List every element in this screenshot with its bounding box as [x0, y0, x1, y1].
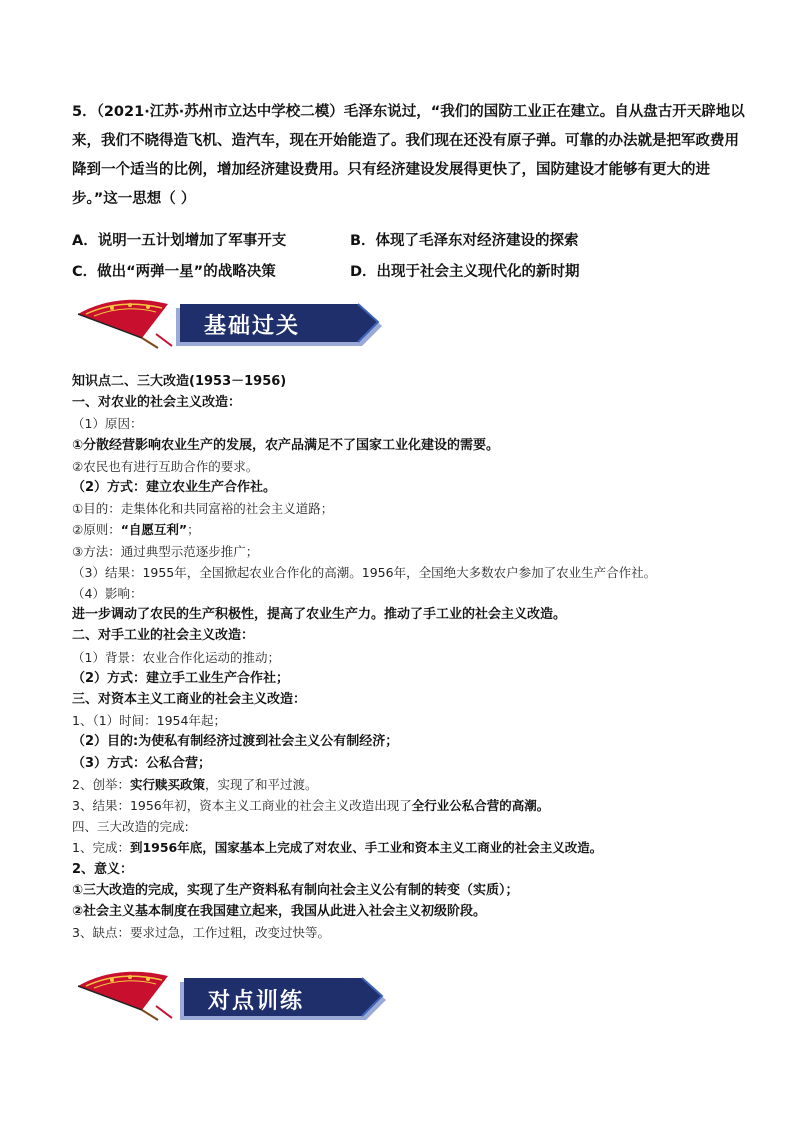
section-heading: 知识点二、三大改造(1953－1956) [72, 374, 287, 389]
note-line: ②农民也有进行互助合作的要求。 [72, 458, 259, 474]
question-line: 降到一个适当的比例，增加经济建设费用。只有经济建设发展得更快了，国防建设才能够有更大的进 [72, 162, 710, 178]
option-c[interactable]: C．做出“两弹一星”的战略决策 [72, 264, 276, 280]
option-b[interactable]: B．体现了毛泽东对经济建设的探索 [350, 233, 579, 249]
note-line: ②社会主义基本制度在我国建立起来，我国从此进入社会主义初级阶段。 [72, 904, 487, 920]
section-heading: 三、对资本主义工商业的社会主义改造： [72, 692, 307, 708]
option-d[interactable]: D．出现于社会主义现代化的新时期 [350, 264, 580, 280]
note-line: 1、（1）时间：1954年起； [72, 713, 226, 729]
question-5 [72, 98, 745, 214]
note-line: （2）目的:为使私有制经济过渡到社会主义公有制经济； [72, 734, 399, 750]
note-line: （3）结果：1955年，全国掀起农业合作化的高潮。1956年，全国绝大多数农户参加了农业生产合作社。 [72, 564, 657, 580]
note-line [72, 519, 752, 540]
section-banner-basic [72, 294, 392, 354]
question-line: 步。”这一思想（ ） [72, 191, 196, 207]
note-line: 进一步调动了农民的生产积极性，提高了农业生产力。推动了手工业的社会主义改造。 [72, 607, 567, 623]
section-heading: 二、对手工业的社会主义改造： [72, 628, 255, 644]
note-line: ①目的：走集体化和共同富裕的社会主义道路； [72, 501, 334, 517]
note-line: （2）方式：建立手工业生产合作社； [72, 670, 290, 686]
note-line: （3）方式：公私合营； [72, 755, 212, 771]
note-highlight: 到1956年底，国家基本上完成了对农业、手工业和资本主义工商业的社会主义改造。 [129, 840, 603, 856]
note-line: ①三大改造的完成，实现了生产资料私有制向社会主义公有制的转变（实质）； [72, 882, 519, 898]
knowledge-notes [72, 371, 752, 943]
note-text: 3、结果：1956年初，资本主义工商业的社会主义改造出现了 [72, 798, 412, 814]
note-highlight: 全行业公私合营的高潮。 [411, 798, 550, 814]
note-line [72, 774, 752, 795]
question-line: 来，我们不晓得造飞机、造汽车，现在开始能造了。我们现在还没有原子弹。可靠的办法就是把军政费用 [72, 133, 739, 149]
note-text: ，实现了和平过渡。 [204, 776, 318, 792]
note-line: 2、意义： [72, 861, 134, 877]
banner-title-training: 对点训练 [208, 988, 305, 1014]
note-line: （1）背景：农业合作化运动的推动； [72, 649, 280, 665]
note-line: ③方法：通过典型示范逐步推广； [72, 543, 259, 559]
note-text: 1、完成： [72, 840, 130, 856]
section-heading: 一、对农业的社会主义改造： [72, 395, 242, 411]
note-line [72, 795, 752, 816]
note-line: （4）影响： [72, 586, 143, 602]
note-highlight: 实行赎买政策 [129, 776, 205, 792]
note-text: ②原则： [72, 522, 121, 538]
note-line: （2）方式：建立农业生产合作社。 [72, 480, 277, 496]
note-line: ①分散经营影响农业生产的发展，农产品满足不了国家工业化建设的需要。 [72, 437, 500, 453]
banner-title-basic: 基础过关 [204, 313, 301, 339]
note-line: （1）原因： [72, 416, 143, 432]
note-line: 3、缺点：要求过急，工作过粗，改变过快等。 [72, 925, 330, 941]
note-line [72, 837, 752, 858]
option-a[interactable]: A．说明一五计划增加了军事开支 [72, 233, 287, 249]
section-banner-training [72, 966, 392, 1026]
section-heading: 四、三大改造的完成: [72, 819, 189, 835]
note-highlight: “自愿互利” [120, 522, 188, 538]
answer-options [72, 229, 732, 291]
note-text: ； [187, 522, 200, 538]
question-line: 5．（2021·江苏·苏州市立达中学校二模）毛泽东说过，“我们的国防工业正在建立。自从盘古开天辟地以 [72, 104, 745, 120]
note-text: 2、创举： [72, 776, 130, 792]
